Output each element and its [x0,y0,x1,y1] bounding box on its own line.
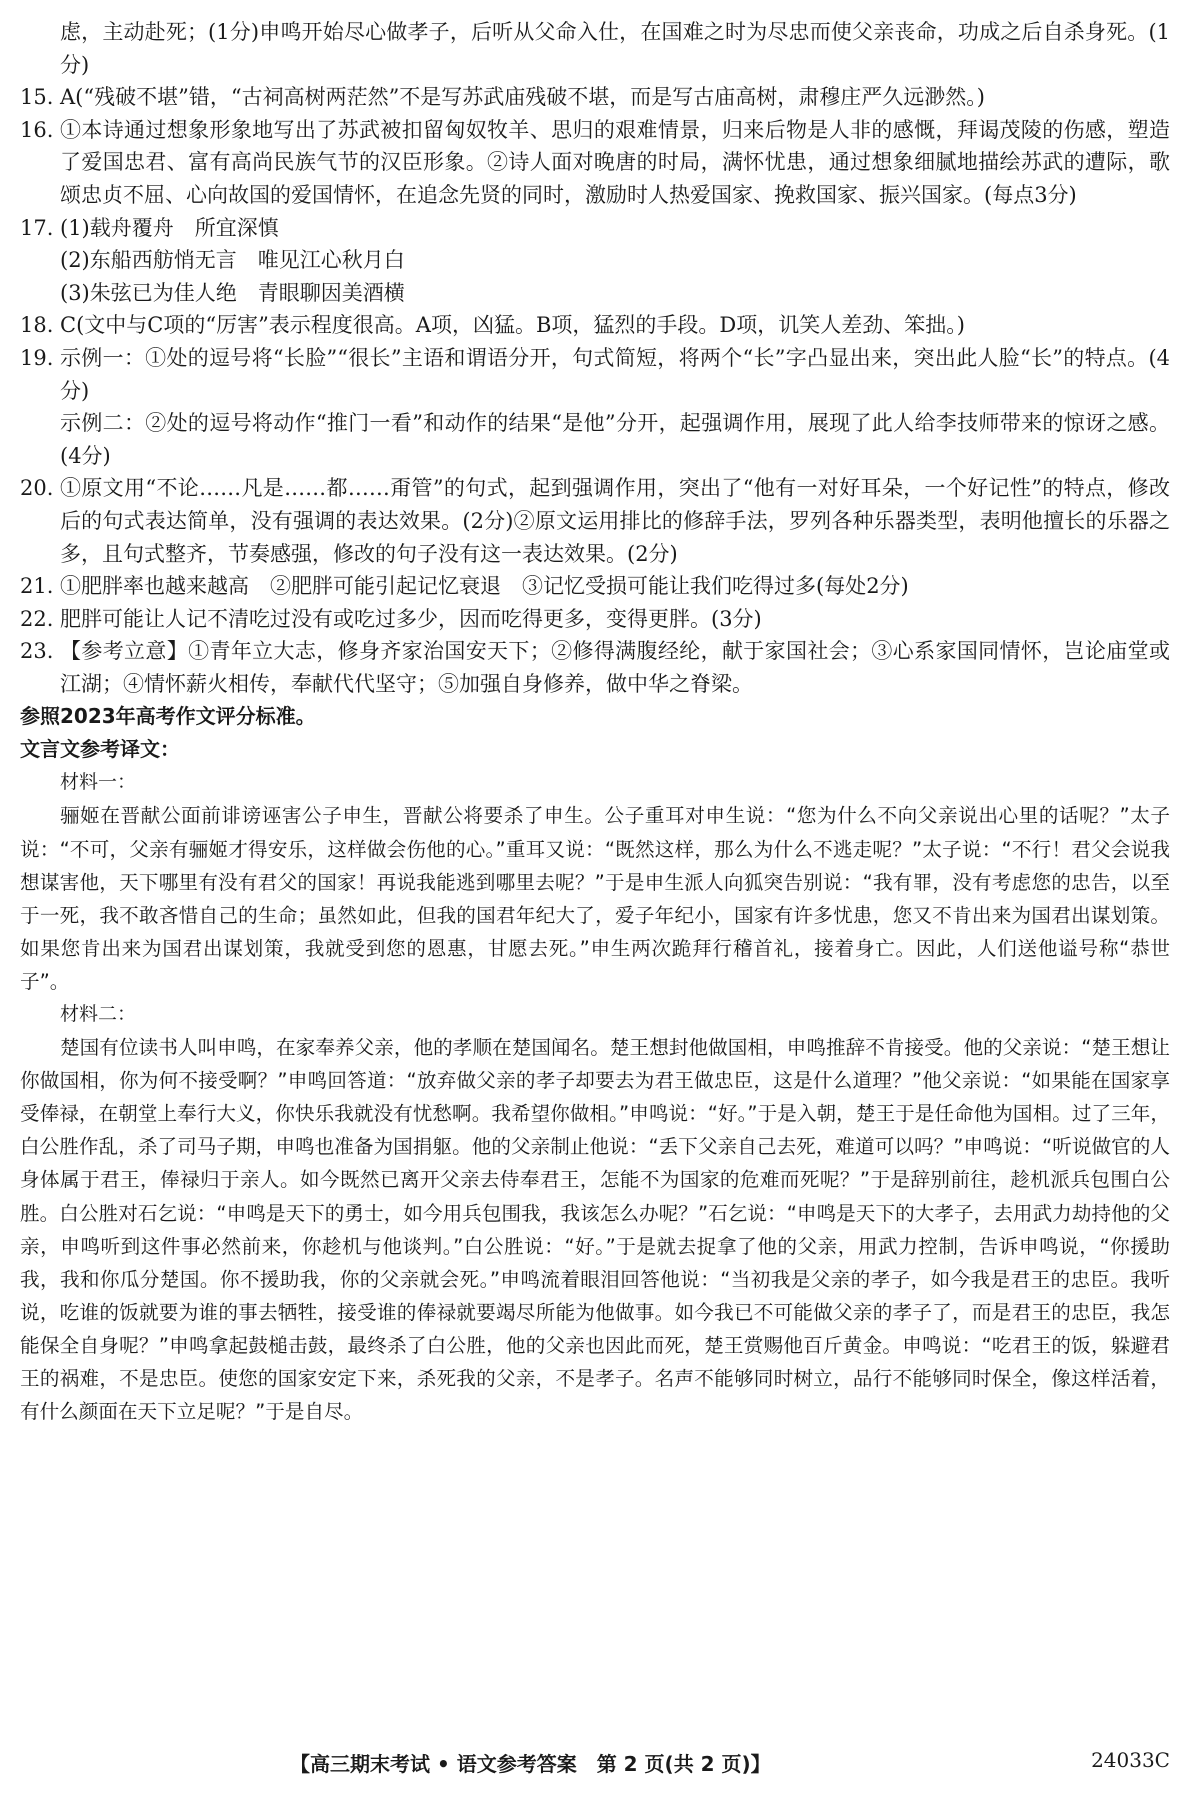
material-2-title: 材料二： [60,1003,137,1026]
material-2-text: 楚国有位读书人叫申鸣，在家奉养父亲，他的孝顺在楚国闻名。楚王想封他做国相，申鸣推辞不肯接受。他的父亲说：“楚王想让你做国相，你为何不接受啊？”申鸣回答道：“放弃做父亲的孝子却要去为君王做忠臣，这是什么道理？”他父亲说：“如果能在国家享受俸禄，在朝堂上奉行大义，你快乐我就没有忧愁啊。我希望你做相。”申鸣说：“好。”于是入朝，楚王于是任命他为国相。过了三年，白公胜作乱，杀了司马子期，申鸣也准备为国捐躯。他的父亲制止他说：“丢下父亲自己去死，难道可以吗？”申鸣说：“听说做官的人身体属于君王，俸禄归于亲人。如今既然已离开父亲去侍奉君王，怎能不为国家的危难而死呢？”于是辞别前往，趁机派兵包围白公胜。白公胜对石乞说：“申鸣是天下的勇士，如今用兵包围我，我该怎么办呢？”石乞说：“申鸣是天下的大孝子，去用武力劫持他的父亲，申鸣听到这件事必然前来，你趁机与他谈判。”白公胜说：“好。”于是就去捉拿了他的父亲，用武力控制，告诉申鸣说，“你援助我，我和你瓜分楚国。你不援助我，你的父亲就会死。”申鸣流着眼泪回答他说：“当初我是父亲的孝子，如今我是君王的忠臣。我听说，吃谁的饭就要为谁的事去牺牲，接受谁的俸禄就要竭尽所能为他做事。如今我已不可能做父亲的孝子了，而是君王的忠臣，我怎能保全自身呢？”申鸣拿起鼓槌击鼓，最终杀了白公胜，他的父亲也因此而死，楚王赏赐他百斤黄金。申鸣说：“吃君王的饭，躲避君王的祸难，不是忠臣。使您的国家安定下来，杀死我的父亲，不是孝子。名声不能够同时树立，品行不能够同时保全，像这样活着，有什么颜面在天下立足呢？”于是自尽。 [20,1036,1170,1424]
material-1-text: 骊姬在晋献公面前诽谤诬害公子申生，晋献公将要杀了申生。公子重耳对申生说：“您为什么不向父亲说出心里的话呢？”太子说：“不可，父亲有骊姬才得安乐，这样做会伤他的心。”重耳又说：“既然这样，那么为什么不逃走呢？”太子说：“不行！君父会说我想谋害他，天下哪里有没有君父的国家！再说我能逃到哪里去呢？”于是申生派人向狐突告别说：“我有罪，没有考虑您的忠告，以至于一死，我不敢吝惜自己的生命；虽然如此，但我的国君年纪大了，爱子年纪小，国家有许多忧患，您又不肯出来为国君出谋划策。如果您肯出来为国君出谋划策，我就受到您的恩惠，甘愿去死。”申生两次跪拜行稽首礼，接着身亡。因此，人们送他谥号称“恭世子”。 [20,804,1171,993]
question-number: 15. [20,85,54,110]
answer-19-example-2: 示例二：②处的逗号将动作“推门一看”和动作的结果“是他”分开，起强调作用，展现了此人给李技师带来的惊讶之感。(4分) [60,411,1170,468]
answer-20 [20,472,1170,570]
question-number: 23. [20,639,54,664]
answer-15 [20,81,1170,114]
question-number: 21. [20,574,54,599]
answer-text: ①肥胖率也越来越高 ②肥胖可能引起记忆衰退 ③记忆受损可能让我们吃得过多(每处2分) [60,574,909,599]
essay-scoring-note: 参照2023年高考作文评分标准。 [20,704,316,729]
footer-exam-code: 24033C [1091,1748,1170,1772]
footer-page-info: 【高三期末考试 • 语文参考答案 第 2 页(共 2 页)】 [290,1752,771,1776]
translation-heading: 文言文参考译文： [20,737,180,762]
answer-16 [20,114,1170,212]
answer-text: A(“残破不堪”错，“古祠高树两茫然”不是写苏武庙残破不堪，而是写古庙高树，肃穆庄严久远渺然。) [60,85,985,110]
answer-14-continuation: 虑，主动赴死；(1分)申鸣开始尽心做孝子，后听从父命入仕，在国难之时为尽忠而使父亲丧命，功成之后自杀身死。(1分) [60,20,1170,77]
answer-18 [20,309,1170,342]
question-number: 17. [20,215,54,240]
answer-17-line-2: (2)东船西舫悄无言 唯见江心秋月白 [60,248,405,273]
question-number: 19. [20,345,54,370]
answer-19-example-1: 示例一：①处的逗号将“长脸”“很长”主语和谓语分开，句式简短，将两个“长”字凸显出来，突出此人脸“长”的特点。(4分) [60,345,1170,403]
question-number: 22. [20,606,54,631]
answer-19 [20,342,1170,472]
question-number: 20. [20,476,54,501]
answer-text: 【参考立意】①青年立大志，修身齐家治国安天下；②修得满腹经纶，献于家国社会；③心系家国同情怀，岂论庙堂或江湖；④情怀薪火相传，奉献代代坚守；⑤加强自身修养，做中华之脊梁。 [60,639,1170,696]
answer-22 [20,603,1170,636]
question-number: 16. [20,117,54,142]
answer-text: C(文中与C项的“厉害”表示程度很高。A项，凶猛。B项，猛烈的手段。D项，讥笑人差劲、笨拙。) [60,313,965,338]
question-number: 18. [20,313,54,338]
material-1-title: 材料一： [60,771,137,794]
answer-page [20,16,1170,1428]
answer-text: ①原文用“不论……凡是……都……甭管”的句式，起到强调作用，突出了“他有一对好耳朵，一个好记性”的特点，修改后的句式表达简单，没有强调的表达效果。(2分)②原文运用排比的修辞手法，罗列各种乐器类型，表明他擅长的乐器之多，且句式整齐，节奏感强，修改的句子没有这一表达效果。(2分) [60,476,1170,566]
answer-23 [20,635,1170,700]
answer-text: ①本诗通过想象形象地写出了苏武被扣留匈奴牧羊、思归的艰难情景，归来后物是人非的感慨，拜谒茂陵的伤感，塑造了爱国忠君、富有高尚民族气节的汉臣形象。②诗人面对晚唐的时局，满怀忧患，通过想象细腻地描绘苏武的遭际，歌颂忠贞不屈、心向故国的爱国情怀，在追念先贤的同时，激励时人热爱国家、挽救国家、振兴国家。(每点3分) [60,117,1170,207]
answer-17 [20,212,1170,310]
answer-17-line-1: (1)载舟覆舟 所宜深慎 [60,215,279,240]
answer-21 [20,570,1170,603]
answer-text: 肥胖可能让人记不清吃过没有或吃过多少，因而吃得更多，变得更胖。(3分) [60,606,762,631]
page-footer [0,1748,1200,1782]
answer-17-line-3: (3)朱弦已为佳人绝 青眼聊因美酒横 [60,280,405,305]
